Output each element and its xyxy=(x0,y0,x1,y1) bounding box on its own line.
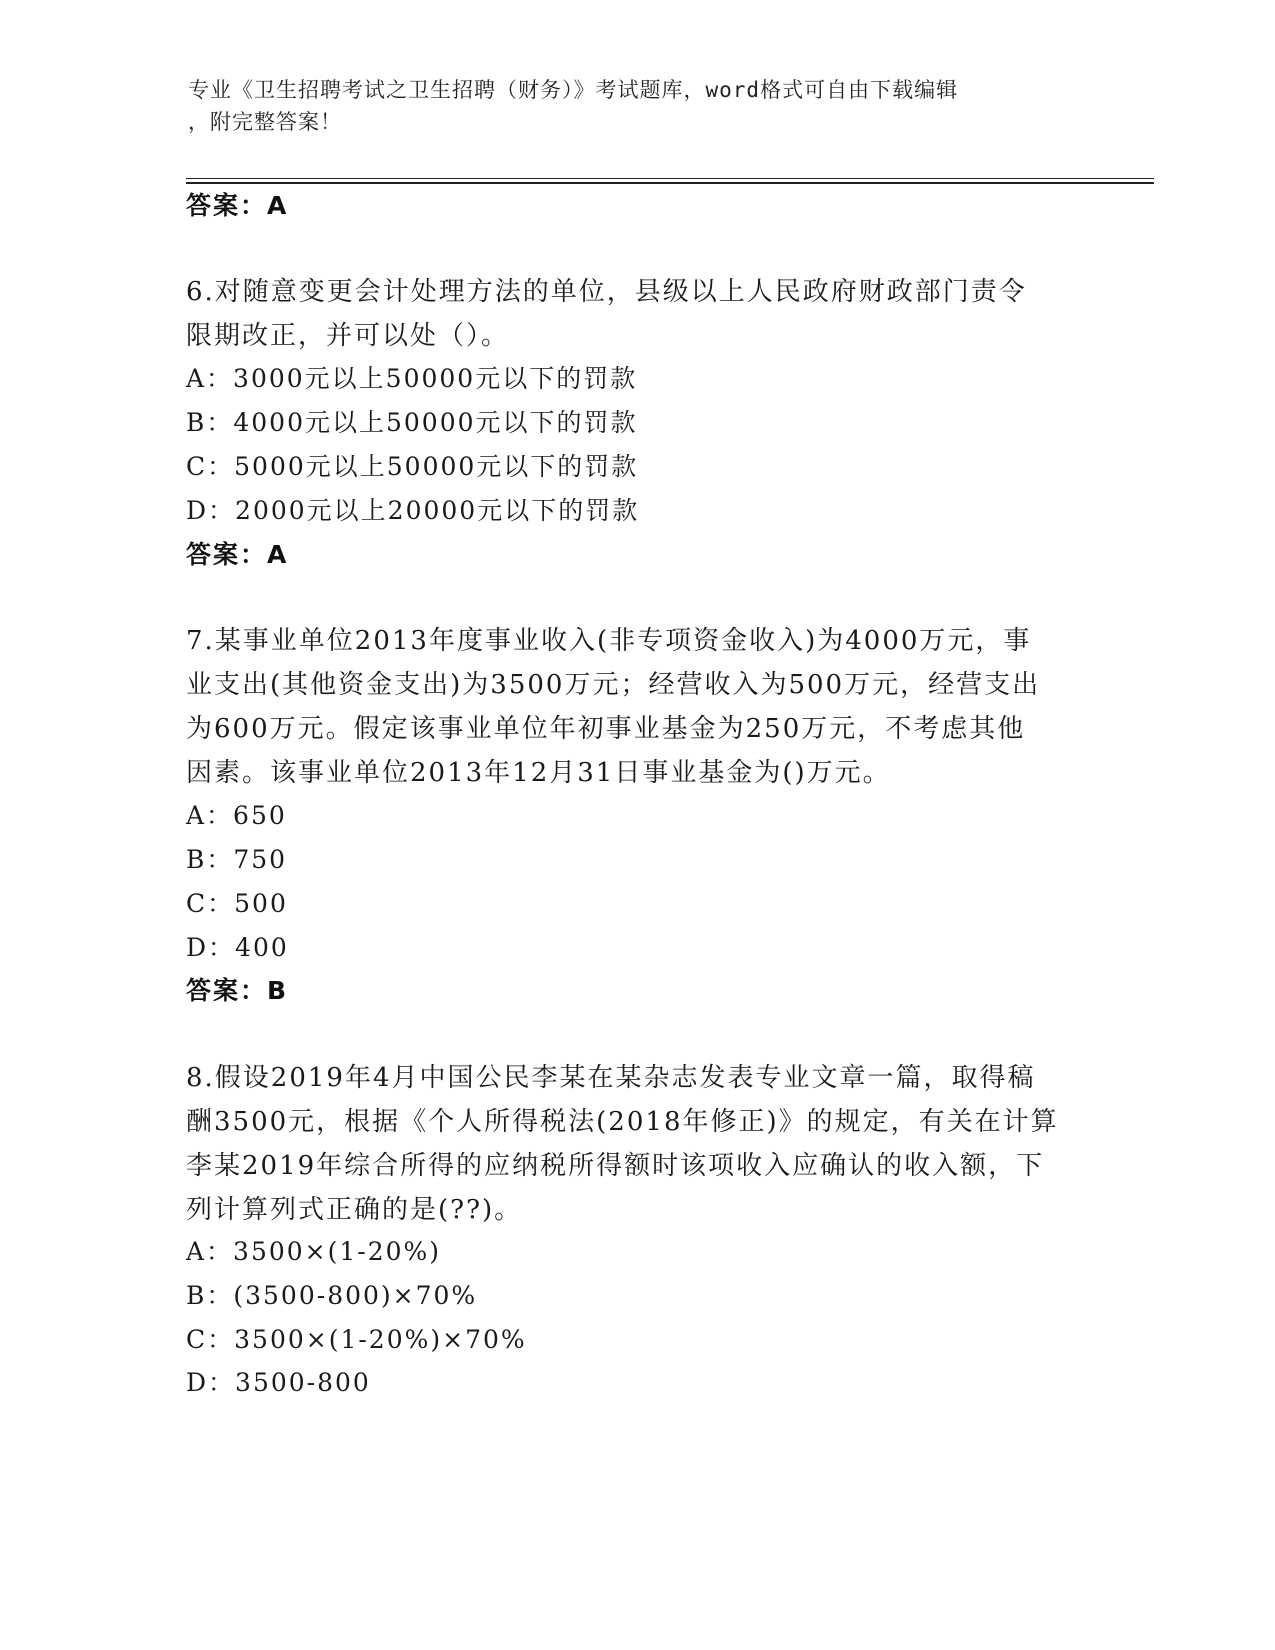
question-8-stem-line-2: 酬3500元，根据《个人所得税法(2018年修正)》的规定，有关在计算 xyxy=(186,1107,1059,1137)
question-6-stem-line-2: 限期改正，并可以处（）。 xyxy=(186,321,510,351)
question-8-stem-line-1: 8.假设2019年4月中国公民李某在某杂志发表专业文章一篇，取得稿 xyxy=(186,1063,1036,1093)
question-8-option-d: D：3500-800 xyxy=(186,1368,371,1397)
header-divider-thick xyxy=(186,182,1154,184)
answer-q5: 答案：A xyxy=(186,191,289,220)
question-6-option-a: A：3000元以上50000元以下的罚款 xyxy=(186,364,638,393)
page-header xyxy=(188,74,1068,138)
question-7-option-b: B：750 xyxy=(186,845,288,874)
question-7-answer: 答案：B xyxy=(186,976,289,1005)
header-line-1: 专业《卫生招聘考试之卫生招聘（财务）》考试题库，word格式可自由下载编辑 xyxy=(188,78,959,102)
question-7-stem-line-2: 业支出(其他资金支出)为3500万元；经营收入为500万元，经营支出 xyxy=(186,670,1041,700)
question-8-stem-line-4: 列计算列式正确的是(??)。 xyxy=(186,1195,523,1225)
question-6-answer: 答案：A xyxy=(186,540,289,569)
question-6-stem-line-1: 6.对随意变更会计处理方法的单位，县级以上人民政府财政部门责令 xyxy=(186,277,1027,307)
question-7-option-a: A：650 xyxy=(186,801,287,830)
question-8-option-b: B：(3500-800)×70% xyxy=(186,1281,478,1310)
question-8-option-c: C：3500×(1-20%)×70% xyxy=(186,1325,527,1354)
question-7-stem-line-1: 7.某事业单位2013年度事业收入(非专项资金收入)为4000万元，事 xyxy=(186,626,1032,656)
question-8-option-a: A：3500×(1-20%) xyxy=(186,1237,442,1266)
question-7-option-c: C：500 xyxy=(186,889,288,918)
header-divider-thin xyxy=(186,178,1154,179)
header-line-2: ，附完整答案！ xyxy=(188,110,342,134)
question-7-option-d: D：400 xyxy=(186,933,289,962)
question-6-option-c: C：5000元以上50000元以下的罚款 xyxy=(186,452,639,481)
question-7-stem-line-3: 为600万元。假定该事业单位年初事业基金为250万元，不考虑其他 xyxy=(186,714,1026,744)
question-7-stem-line-4: 因素。该事业单位2013年12月31日事业基金为()万元。 xyxy=(186,758,891,788)
question-6-option-b: B：4000元以上50000元以下的罚款 xyxy=(186,408,638,437)
question-8-stem-line-3: 李某2019年综合所得的应纳税所得额时该项收入应确认的收入额，下 xyxy=(186,1151,1045,1181)
question-6-option-d: D：2000元以上20000元以下的罚款 xyxy=(186,496,640,525)
